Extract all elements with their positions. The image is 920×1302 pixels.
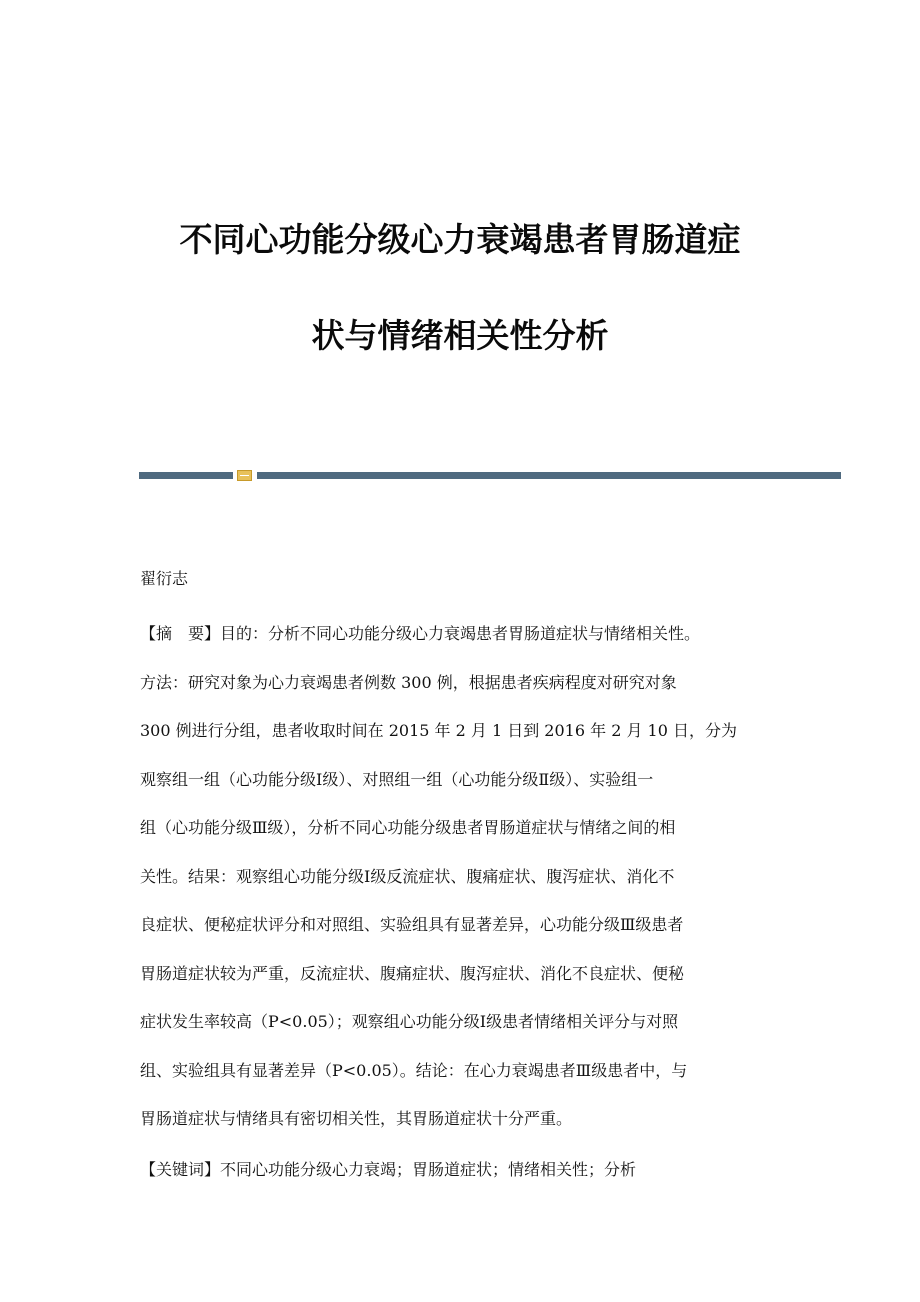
abstract-line: 300 例进行分组，患者收取时间在 2015 年 2 月 1 日到 2016 年 2 月 10 日，分为 — [140, 721, 737, 740]
divider-emblem-icon — [237, 470, 252, 481]
abstract-line: 【摘 要】目的：分析不同心功能分级心力衰竭患者胃肠道症状与情绪相关性。 — [140, 624, 701, 643]
abstract-line: 观察组一组（心功能分级Ⅰ级）、对照组一组（心功能分级Ⅱ级）、实验组一 — [140, 769, 654, 789]
abstract-block — [140, 622, 780, 1156]
abstract-line: 方法：研究对象为心力衰竭患者例数 300 例，根据患者疾病程度对研究对象 — [140, 672, 677, 692]
title-divider — [139, 470, 841, 482]
abstract-line: 组（心功能分级Ⅲ级），分析不同心功能分级患者胃肠道症状与情绪之间的相 — [140, 818, 676, 837]
abstract-line: 胃肠道症状较为严重，反流症状、腹痛症状、腹泻症状、消化不良症状、便秘 — [140, 963, 685, 983]
divider-bar-right — [257, 472, 841, 479]
abstract-line: 良症状、便秘症状评分和对照组、实验组具有显著差异，心功能分级Ⅲ级患者 — [140, 915, 684, 934]
document-title-line-2: 状与情绪相关性分析 — [311, 316, 609, 355]
document-title-line-1: 不同心功能分级心力衰竭患者胃肠道症 — [179, 220, 741, 259]
abstract-line: 关性。结果：观察组心功能分级Ⅰ级反流症状、腹痛症状、腹泻症状、消化不 — [140, 866, 675, 886]
keywords-line: 【关键词】不同心功能分级心力衰竭；胃肠道症状；情绪相关性；分析 — [140, 1160, 637, 1179]
author-name: 翟衍志 — [140, 569, 189, 588]
abstract-line: 症状发生率较高（P<0.05）；观察组心功能分级Ⅰ级患者情绪相关评分与对照 — [140, 1012, 679, 1031]
abstract-line: 胃肠道症状与情绪具有密切相关性，其胃肠道症状十分严重。 — [140, 1109, 573, 1128]
divider-bar-left — [139, 472, 233, 479]
abstract-line: 组、实验组具有显著差异（P<0.05）。结论：在心力衰竭患者Ⅲ级患者中，与 — [140, 1060, 688, 1080]
